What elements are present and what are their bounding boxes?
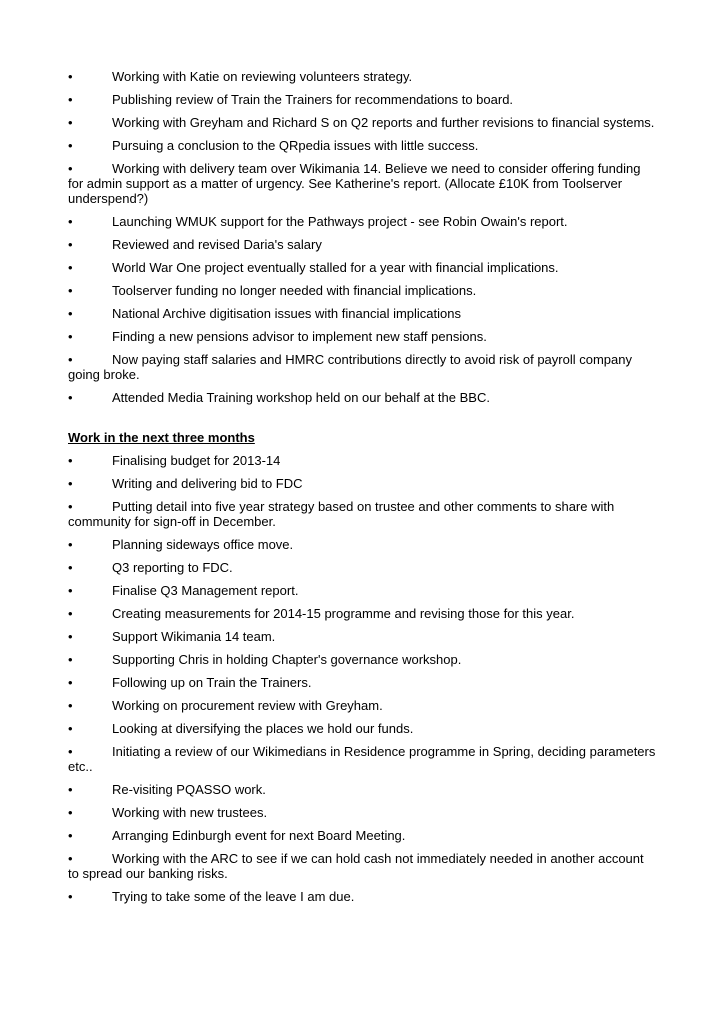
list-item — [68, 675, 658, 690]
bullet-icon: • — [68, 453, 73, 468]
list-item — [68, 92, 658, 107]
list-item — [68, 237, 658, 252]
list-item-text: Finalising budget for 2013-14 — [112, 453, 281, 468]
bullet-icon: • — [68, 476, 73, 491]
bullet-icon: • — [68, 606, 73, 621]
list-item-text: National Archive digitisation issues with financial implications — [112, 306, 462, 321]
bullet-icon: • — [68, 138, 73, 153]
list-item — [68, 453, 658, 468]
list-item-text: Arranging Edinburgh event for next Board Meeting. — [112, 828, 406, 843]
list-item — [68, 583, 658, 598]
list-item — [68, 390, 658, 405]
bullet-icon: • — [68, 283, 73, 298]
list-item-text: Reviewed and revised Daria's salary — [112, 237, 322, 252]
list-item-text: Putting detail into five year strategy based on trustee and other comments to share with community for sign-off in December. — [68, 499, 615, 529]
list-item — [68, 306, 658, 321]
list-item-text: Finalise Q3 Management report. — [112, 583, 299, 598]
bullet-icon: • — [68, 583, 73, 598]
list-item-text: Planning sideways office move. — [112, 537, 294, 552]
bullet-icon: • — [68, 851, 73, 866]
bullet-icon: • — [68, 260, 73, 275]
bullet-icon: • — [68, 161, 73, 176]
bullet-icon: • — [68, 721, 73, 736]
bullet-icon: • — [68, 828, 73, 843]
list-item — [68, 214, 658, 229]
next-three-months-list — [68, 453, 658, 912]
list-item — [68, 851, 658, 881]
list-item-text: Creating measurements for 2014-15 programme and revising those for this year. — [112, 606, 575, 621]
list-item-text: Now paying staff salaries and HMRC contributions directly to avoid risk of payroll company going broke. — [68, 352, 632, 382]
list-item-text: Support Wikimania 14 team. — [112, 629, 276, 644]
bullet-icon: • — [68, 675, 73, 690]
list-item — [68, 69, 658, 84]
bullet-icon: • — [68, 499, 73, 514]
list-item — [68, 744, 658, 774]
bullet-icon: • — [68, 782, 73, 797]
list-item-text: Working with Greyham and Richard S on Q2 reports and further revisions to financial systems. — [112, 115, 655, 130]
list-item-text: Working with the ARC to see if we can hold cash not immediately needed in another account to spread our banking risks. — [68, 851, 644, 881]
bullet-icon: • — [68, 560, 73, 575]
bullet-icon: • — [68, 889, 73, 904]
list-item — [68, 283, 658, 298]
list-item-text: Re-visiting PQASSO work. — [112, 782, 266, 797]
list-item-text: Working with delivery team over Wikimania 14. Believe we need to consider offering funding for admin support as a matter of urgency. See Katherine's report. (Allocate £10K from Toolserver underspend?) — [68, 161, 641, 206]
bullet-icon: • — [68, 237, 73, 252]
list-item-text: Initiating a review of our Wikimedians in Residence programme in Spring, deciding parameters etc.. — [68, 744, 656, 774]
list-item — [68, 828, 658, 843]
bullet-icon: • — [68, 744, 73, 759]
list-item-text: Toolserver funding no longer needed with financial implications. — [112, 283, 477, 298]
list-item-text: World War One project eventually stalled for a year with financial implications. — [112, 260, 559, 275]
list-item — [68, 260, 658, 275]
list-item — [68, 476, 658, 491]
list-item — [68, 537, 658, 552]
list-item — [68, 629, 658, 644]
bullet-icon: • — [68, 69, 73, 84]
list-item — [68, 698, 658, 713]
bullet-icon: • — [68, 214, 73, 229]
list-item-text: Attended Media Training workshop held on our behalf at the BBC. — [112, 390, 490, 405]
bullet-icon: • — [68, 537, 73, 552]
bullet-icon: • — [68, 115, 73, 130]
list-item — [68, 115, 658, 130]
list-item-text: Working with Katie on reviewing volunteers strategy. — [112, 69, 413, 84]
list-item — [68, 560, 658, 575]
list-item-text: Following up on Train the Trainers. — [112, 675, 312, 690]
section-heading: Work in the next three months — [68, 430, 255, 445]
bullet-icon: • — [68, 390, 73, 405]
list-item — [68, 138, 658, 153]
list-item-text: Pursuing a conclusion to the QRpedia issues with little success. — [112, 138, 479, 153]
list-item — [68, 499, 658, 529]
list-item — [68, 161, 658, 206]
bullet-icon: • — [68, 329, 73, 344]
progress-list — [68, 69, 658, 413]
bullet-icon: • — [68, 698, 73, 713]
list-item — [68, 782, 658, 797]
bullet-icon: • — [68, 92, 73, 107]
list-item-text: Trying to take some of the leave I am due. — [112, 889, 355, 904]
list-item — [68, 721, 658, 736]
bullet-icon: • — [68, 652, 73, 667]
list-item-text: Working on procurement review with Greyham. — [112, 698, 383, 713]
list-item-text: Looking at diversifying the places we hold our funds. — [112, 721, 414, 736]
list-item — [68, 889, 658, 904]
list-item-text: Working with new trustees. — [112, 805, 268, 820]
bullet-icon: • — [68, 805, 73, 820]
list-item — [68, 606, 658, 621]
list-item — [68, 352, 658, 382]
list-item — [68, 329, 658, 344]
list-item-text: Supporting Chris in holding Chapter's governance workshop. — [112, 652, 462, 667]
list-item — [68, 652, 658, 667]
bullet-icon: • — [68, 306, 73, 321]
bullet-icon: • — [68, 352, 73, 367]
list-item — [68, 805, 658, 820]
bullet-icon: • — [68, 629, 73, 644]
list-item-text: Writing and delivering bid to FDC — [112, 476, 303, 491]
list-item-text: Finding a new pensions advisor to implement new staff pensions. — [112, 329, 487, 344]
list-item-text: Q3 reporting to FDC. — [112, 560, 233, 575]
list-item-text: Launching WMUK support for the Pathways project - see Robin Owain's report. — [112, 214, 568, 229]
list-item-text: Publishing review of Train the Trainers for recommendations to board. — [112, 92, 514, 107]
